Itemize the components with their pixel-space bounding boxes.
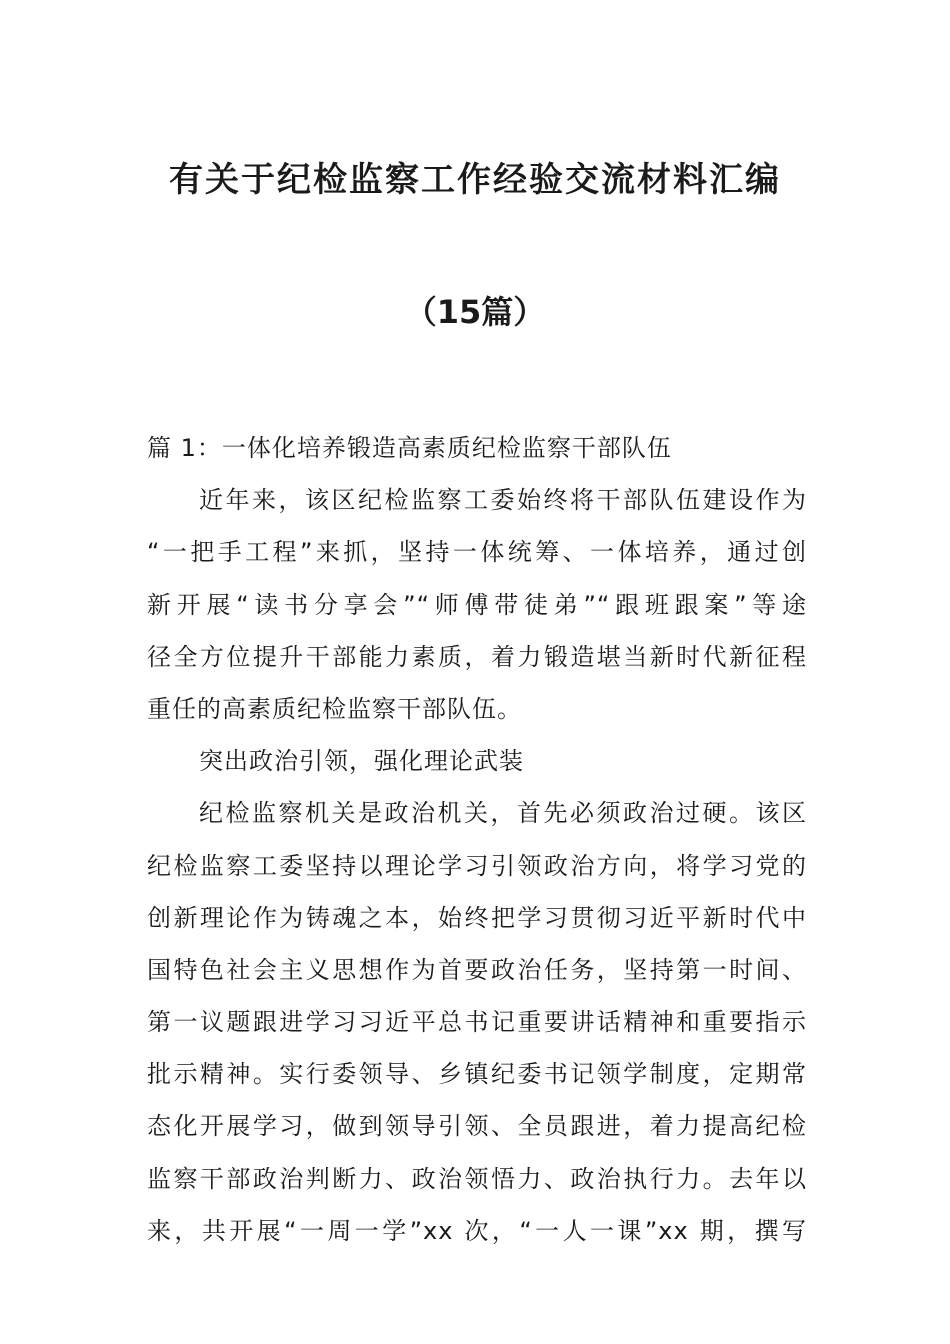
paragraph-line: 径全方位提升干部能力素质，着力锻造堪当新时代新征程	[147, 642, 807, 671]
paragraph-line: 来，共开展“一周一学”xx 次，“一人一课”xx 期，撰写	[147, 1216, 807, 1245]
paragraph-line: 纪检监察机关是政治机关，首先必须政治过硬。该区	[199, 799, 807, 828]
document-body	[147, 422, 807, 1257]
document-title: 有关于纪检监察工作经验交流材料汇编	[169, 160, 781, 200]
paragraph-line: 纪检监察工委坚持以理论学习引领政治方向，将学习党的	[147, 851, 807, 880]
paragraph-line: 国特色社会主义思想作为首要政治任务，坚持第一时间、	[147, 955, 807, 984]
paragraph-line: 态化开展学习，做到领导引领、全员跟进，着力提高纪检	[147, 1112, 807, 1141]
paragraph-line: 批示精神。实行委领导、乡镇纪委书记领学制度，定期常	[147, 1060, 807, 1089]
section-heading: 篇 1：一体化培养锻造高素质纪检监察干部队伍	[147, 434, 672, 462]
paragraph-line: 近年来，该区纪检监察工委始终将干部队伍建设作为	[199, 486, 807, 515]
paragraph-line: “一把手工程”来抓，坚持一体统筹、一体培养，通过创	[147, 538, 807, 567]
paragraph-line: 重任的高素质纪检监察干部队伍。	[147, 694, 522, 723]
document-subtitle: （15篇）	[404, 293, 546, 331]
paragraph-line: 监察干部政治判断力、政治领悟力、政治执行力。去年以	[147, 1164, 807, 1193]
paragraph-line: 创新理论作为铸魂之本，始终把学习贯彻习近平新时代中	[147, 903, 807, 932]
paragraph-line: 新开展“读书分享会”“师傅带徒弟”“跟班跟案”等途	[147, 590, 807, 619]
paragraph-line: 第一议题跟进学习习近平总书记重要讲话精神和重要指示	[147, 1008, 807, 1037]
subsection-heading: 突出政治引领，强化理论武装	[199, 747, 524, 776]
